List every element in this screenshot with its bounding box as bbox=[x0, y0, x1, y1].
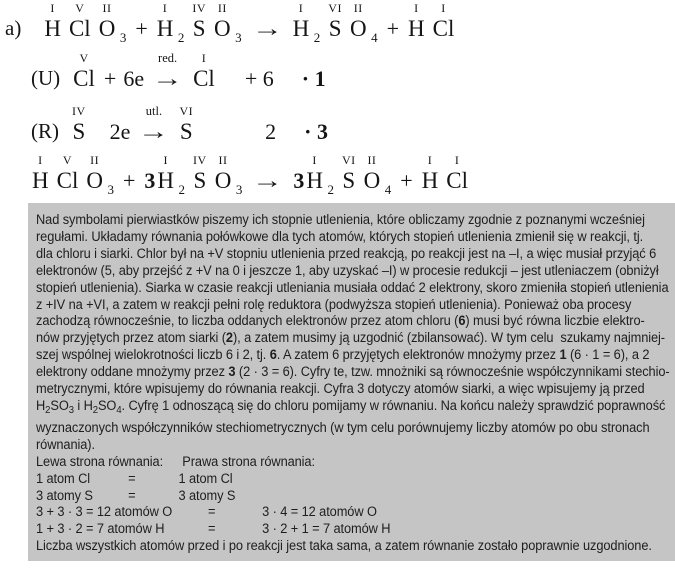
element-s bbox=[72, 105, 86, 145]
element-h bbox=[156, 1, 185, 45]
oxidation-state: V bbox=[79, 51, 89, 65]
element-o bbox=[214, 1, 242, 45]
element-cl bbox=[446, 154, 468, 194]
operator: + bbox=[386, 16, 399, 41]
right-side-count: 3 · 2 + 1 = 7 atomów H bbox=[262, 521, 391, 537]
reaction-arrow bbox=[138, 104, 170, 145]
subscript: 3 bbox=[235, 182, 243, 197]
subscript: 3 bbox=[68, 404, 74, 416]
half-reaction-label: (U) bbox=[31, 66, 61, 90]
element-h bbox=[32, 154, 49, 194]
oxidation-state: VI bbox=[179, 104, 194, 118]
element-symbol: S bbox=[342, 168, 356, 193]
subscript: 4 bbox=[116, 404, 122, 416]
right-side-count: 3 atomy S bbox=[178, 487, 236, 503]
element-s bbox=[192, 2, 206, 42]
element-s bbox=[179, 105, 193, 145]
bold-number: 1 bbox=[559, 347, 567, 363]
subscript: 2 bbox=[177, 30, 185, 45]
element-cl bbox=[57, 154, 79, 194]
arrow-label: red. bbox=[158, 51, 178, 65]
element-h bbox=[157, 153, 186, 197]
oxidation-state: IV bbox=[72, 104, 86, 118]
explanation-box bbox=[28, 203, 675, 561]
comparison-row bbox=[36, 521, 671, 538]
element-o bbox=[349, 1, 378, 45]
arrow-label bbox=[256, 154, 279, 167]
oxidation-state: I bbox=[38, 153, 43, 167]
left-side-count: 3 + 3 · 3 = 12 atomów O bbox=[36, 504, 173, 520]
equation-text: 2 bbox=[265, 119, 277, 144]
comparison-header-right: Prawa strona równania: bbox=[182, 453, 315, 469]
subscript: 2 bbox=[178, 182, 186, 197]
element-symbol: O bbox=[214, 168, 232, 193]
oxidation-state: I bbox=[454, 153, 460, 167]
element-symbol: S bbox=[179, 119, 193, 144]
oxidation-state: V bbox=[75, 1, 85, 15]
element-symbol: H bbox=[32, 168, 49, 193]
right-side-count: 3 · 4 = 12 atomów O bbox=[262, 504, 377, 520]
paragraph-line: zachodzą równocześnie, to liczba oddanych elektronów przez atom chloru (6) musi być równa liczbie elektro- bbox=[36, 313, 645, 329]
oxidation-state: II bbox=[367, 153, 377, 167]
element-symbol: O bbox=[363, 168, 381, 193]
subscript: 2 bbox=[92, 404, 98, 416]
comparison-row bbox=[36, 504, 671, 521]
oxidation-state: IV bbox=[192, 1, 207, 15]
element-h bbox=[292, 1, 321, 45]
oxidation-state: I bbox=[414, 1, 419, 15]
subscript: 2 bbox=[313, 30, 321, 45]
comparison-row bbox=[36, 471, 671, 488]
equation-reduction-half bbox=[31, 105, 675, 145]
paragraph-line: szej wspólnej wielokrotności liczb 6 i 2, tj. 6. A zatem 6 przyjętych elektronów mnożymy przez 1 (6 · 1 = 6), a 2 bbox=[36, 347, 650, 363]
reaction-arrow bbox=[152, 51, 184, 92]
equation-text: 6e bbox=[123, 66, 145, 91]
left-side-count: 1 atom Cl bbox=[36, 470, 91, 486]
element-cl bbox=[433, 2, 455, 42]
element-symbol: O bbox=[214, 16, 231, 41]
paragraph-line: z +IV na +VI, a zatem w reakcji pełni rolę reduktora (podwyższa stopień utlenienia). Ponieważ oba procesy bbox=[36, 296, 632, 312]
oxidation-state: II bbox=[217, 1, 227, 15]
comparison-header-left: Lewa strona równania: bbox=[36, 453, 164, 469]
element-h bbox=[44, 2, 61, 42]
subscript: 2 bbox=[327, 182, 334, 197]
oxidation-state: II bbox=[90, 153, 100, 167]
comparison-row bbox=[36, 488, 671, 505]
paragraph-line: stopień utlenienia). Siarka w czasie reakcji utleniania musiała oddać 2 elektrony, skoro zmieniła stopień utlenienia bbox=[36, 279, 669, 295]
element-symbol: Cl bbox=[432, 16, 455, 41]
subscript: 4 bbox=[371, 30, 378, 45]
element-symbol: Cl bbox=[73, 66, 95, 91]
element-s bbox=[342, 154, 356, 194]
bold-number: 6 bbox=[269, 347, 277, 363]
explanation-paragraph bbox=[36, 212, 671, 454]
operator: + bbox=[122, 168, 136, 193]
subscript: 2 bbox=[45, 404, 51, 416]
element-symbol: S bbox=[328, 16, 342, 41]
arrow-icon: → bbox=[251, 16, 283, 41]
subscript: 3 bbox=[235, 30, 242, 45]
multiplier: · 3 bbox=[304, 119, 328, 144]
paragraph-line: metrycznymi, które wpisujemy do równania reakcji. Cyfra 3 dotyczy atomów siarki, a więc wpisujemy ją przed bbox=[36, 381, 645, 397]
equation-area bbox=[0, 1, 675, 197]
half-reaction-label: (R) bbox=[31, 119, 59, 143]
element-o bbox=[363, 153, 392, 197]
element-s bbox=[193, 154, 207, 194]
oxidation-state: I bbox=[163, 153, 168, 167]
reaction-arrow bbox=[252, 154, 284, 194]
equals-sign: = bbox=[207, 521, 216, 537]
oxidation-state: II bbox=[353, 1, 363, 15]
element-symbol: H bbox=[157, 168, 175, 193]
arrow-label bbox=[256, 2, 279, 15]
equation-text: 2e bbox=[109, 119, 131, 144]
element-symbol: S bbox=[193, 168, 207, 193]
paragraph-line: elektrony oddane mnożymy przez 3 (2 · 3 = 6). Cyfry te, tzw. mnożniki są równocześnie współczynnikami stechio- bbox=[36, 364, 670, 380]
equation-oxidation-half bbox=[31, 52, 675, 92]
arrow-icon: → bbox=[252, 168, 284, 193]
explanation-content bbox=[36, 212, 671, 555]
element-symbol: H bbox=[421, 168, 439, 193]
oxidation-state: I bbox=[427, 153, 433, 167]
arrow-label: utl. bbox=[145, 104, 163, 118]
element-symbol: Cl bbox=[68, 16, 91, 41]
paragraph-line: regułami. Układamy równania połówkowe dla tych atomów, których stopień utlenienia zmienił się w reakcji, tj. bbox=[36, 228, 644, 244]
paragraph-line: Nad symbolami pierwiastków piszemy ich stopnie utlenienia, które obliczamy zgodnie z poznanymi wcześniej bbox=[36, 212, 645, 227]
paragraph-line: $H_2SO_3$ i $H_2SO_4$. Cyfrę 1 odnoszącą się do chloru pomijamy w równaniu. Na końcu należy sprawdzić poprawność bbox=[36, 397, 666, 416]
paragraph-line: elektronów (5, aby przejść z +V na 0 i jeszcze 1, aby uzyskać –I) w procesie redukcji – jest utleniaczem (obniżył bbox=[36, 262, 659, 278]
equation-initial bbox=[5, 1, 675, 45]
element-symbol: S bbox=[72, 119, 86, 144]
element-symbol: H bbox=[408, 16, 425, 41]
element-o bbox=[214, 153, 243, 197]
element-symbol: O bbox=[349, 16, 367, 41]
paragraph-line: równania). bbox=[36, 436, 95, 452]
operator: + bbox=[103, 66, 117, 91]
element-h bbox=[422, 154, 439, 194]
oxidation-state: I bbox=[162, 1, 168, 15]
oxidation-state: VI bbox=[341, 153, 356, 167]
element-symbol: Cl bbox=[193, 66, 215, 91]
element-symbol: Cl bbox=[446, 168, 469, 193]
element-symbol: S bbox=[192, 16, 206, 41]
reaction-arrow bbox=[251, 2, 283, 42]
arrow-icon: → bbox=[152, 66, 184, 91]
element-symbol: H bbox=[306, 168, 323, 193]
subscript: 3 bbox=[107, 182, 114, 197]
coefficient: 3 bbox=[144, 168, 156, 193]
oxidation-state: VI bbox=[328, 1, 342, 15]
element-symbol: O bbox=[98, 16, 116, 41]
element-cl bbox=[193, 52, 215, 92]
element-cl bbox=[69, 2, 91, 42]
left-side-count: 3 atomy S bbox=[36, 487, 93, 503]
comparison-header bbox=[36, 454, 671, 471]
item-label: a) bbox=[5, 16, 22, 40]
equals-sign: = bbox=[128, 470, 136, 486]
bold-number: 2 bbox=[225, 330, 233, 346]
multiplier: · 1 bbox=[301, 66, 326, 91]
coefficient: 3 bbox=[293, 168, 305, 193]
element-symbol: H bbox=[292, 16, 310, 41]
element-h bbox=[408, 2, 425, 42]
paragraph-line: dla chloru i siarki. Chlor był na +V stopniu utlenienia przed reakcją, po reakcji jest na –I, a więc musiał przyjąć 6 bbox=[36, 245, 657, 261]
comparison-rows bbox=[36, 471, 671, 539]
operator: + bbox=[135, 16, 148, 41]
bold-number: 3 bbox=[228, 364, 236, 380]
oxidation-state: V bbox=[62, 153, 73, 167]
right-side-count: 1 atom Cl bbox=[178, 470, 233, 486]
arrow-icon: → bbox=[138, 119, 170, 144]
operator: + bbox=[400, 168, 413, 193]
element-o bbox=[98, 1, 127, 45]
oxidation-state: II bbox=[102, 1, 112, 15]
equation-text: + 6 bbox=[244, 66, 274, 91]
paragraph-line: nów przyjętych przez atom siarki (2), a zatem musimy ją uzgodnić (zbilansować). W tym celu szukamy najmniej- bbox=[36, 330, 665, 346]
paragraph-line: wyznaczonych współczynników stechiometrycznych (w tym celu porównujemy liczby atomów po obu stronach bbox=[36, 419, 650, 435]
subscript: 3 bbox=[119, 30, 127, 45]
subscript: 4 bbox=[384, 182, 392, 197]
element-cl bbox=[73, 52, 95, 92]
left-side-count: 1 + 3 · 2 = 7 atomów H bbox=[36, 521, 165, 537]
oxidation-state: I bbox=[298, 1, 304, 15]
element-o bbox=[86, 153, 114, 197]
oxidation-state: I bbox=[312, 153, 317, 167]
oxidation-state: I bbox=[201, 51, 207, 65]
oxidation-state: II bbox=[218, 153, 228, 167]
equation-balanced bbox=[28, 153, 675, 197]
oxidation-state: I bbox=[441, 1, 446, 15]
element-symbol: O bbox=[86, 168, 103, 193]
oxidation-state: IV bbox=[193, 153, 207, 167]
conclusion-line: Liczba wszystkich atomów przed i po reakcji jest taka sama, a zatem równanie zostało poprawnie uzgodnione. bbox=[36, 538, 652, 554]
element-symbol: Cl bbox=[56, 168, 79, 193]
oxidation-state: I bbox=[50, 1, 55, 15]
element-s bbox=[328, 2, 342, 42]
element-h bbox=[306, 153, 334, 197]
bold-number: 6 bbox=[458, 313, 466, 329]
equals-sign: = bbox=[207, 504, 216, 520]
element-symbol: H bbox=[156, 16, 174, 41]
equals-sign: = bbox=[128, 487, 136, 503]
element-symbol: H bbox=[44, 16, 61, 41]
